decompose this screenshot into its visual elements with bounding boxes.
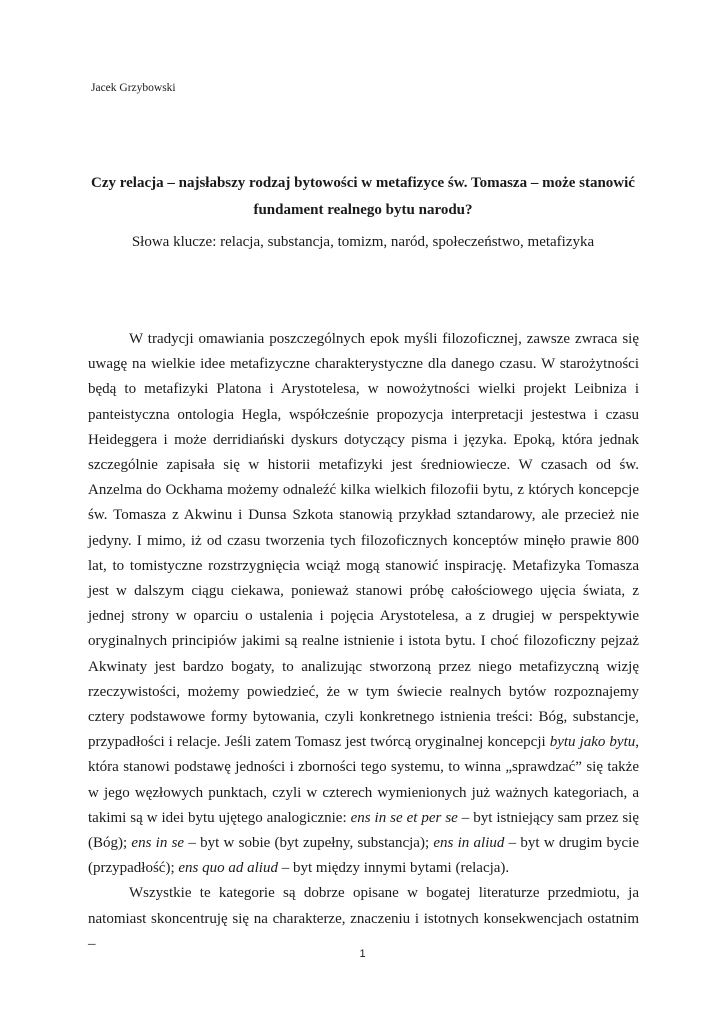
body-paragraph — [88, 327, 639, 881]
text-run: , która stanowi podstawę jedności i zborności tego systemu, to winna „sprawdzać” się także w jego węzłowych punktach, czyli w czterech wymienionych już ważnych kategoriach, a takimi są w idei bytu ujętego analogicznie: — [88, 734, 640, 826]
italic-term: ens in aliud — [433, 835, 505, 852]
text-run: Wszystkie te kategorie są dobrze opisane w bogatej literaturze przedmiotu, ja natomiast skoncentruję się na charakterze, znaczeniu i istotnych konsekwencjach ostatnim – — [88, 885, 639, 952]
italic-term: ens in se — [131, 835, 185, 852]
italic-term: ens quo ad aliud — [178, 860, 278, 877]
text-run: W tradycji omawiania poszczególnych epok myśli filozoficznej, zawsze zwraca się uwagę na wielkie idee metafizyczne charakterystyczne dla danego czasu. W starożytności będą to metafizyki Platona i Arystotelesa, w nowożytności wielki projekt Leibniza i panteistyczna ontologia Hegla, współcześnie propozycja interpretacji jestestwa i czasu Heideggera i może derridiański dyskurs dotyczący pisma i języka. Epoką, która jednak szczególnie zapisała się w historii metafizyki jest średniowiecze. W czasach od św. Anzelma do Ockhama możemy odnaleźć kilka wielkich filozofii bytu, z których koncepcje św. Tomasza z Akwinu i Dunsa Szkota stanowią przykład sztandarowy, ale przecież nie jedyny. I mimo, iż od czasu tworzenia tych filozoficznych konceptów minęło prawie 800 lat, to tomistyczne rozstrzygnięcia wciąż mogą stanowić inspirację. Metafizyka Tomasza jest w dalszym ciągu ciekawa, ponieważ stanowi próbę całościowego ujęcia świata, z jednej strony w oparciu o ustalenia i pojęcia Arystotelesa, a z drugiej w perspektywie oryginalnych principiów jakimi są realne istnienie i istota bytu. I choć filozoficzny pejzaż Akwinaty jest bardzo bogaty, to analizując stworzoną przez niego metafizyczną wizję rzeczywistości, możemy powiedzieć, że w tym świecie realnych bytów rozpoznajemy cztery podstawowe formy bytowania, czyli konkretnego istnienia treści: Bóg, substancje, przypadłości i relacje. Jeśli zatem Tomasz jest twórcą oryginalnej koncepcji — [88, 331, 639, 751]
keywords-line: Słowa klucze: relacja, substancja, tomizm, naród, społeczeństwo, metafizyka — [131, 234, 595, 250]
text-run: – byt między innymi bytami (relacja). — [277, 860, 510, 877]
author-name: Jacek Grzybowski — [91, 82, 176, 94]
page-number: 1 — [359, 948, 366, 960]
italic-term: ens in se et per se — [350, 809, 458, 826]
italic-term: bytu jako bytu — [549, 734, 636, 751]
document-title: Czy relacja – najsłabszy rodzaj bytowości w metafizyce św. Tomasza – może stanowić fundament realnego bytu narodu? — [91, 175, 635, 218]
text-run: – byt w drugim bycie (przypadłość); — [88, 835, 639, 877]
text-run: – byt istniejący sam przez się (Bóg); — [88, 809, 639, 852]
body-paragraph — [88, 881, 639, 957]
body-text — [88, 327, 639, 957]
text-run: – byt w sobie (byt zupełny, substancja); — [184, 835, 434, 852]
